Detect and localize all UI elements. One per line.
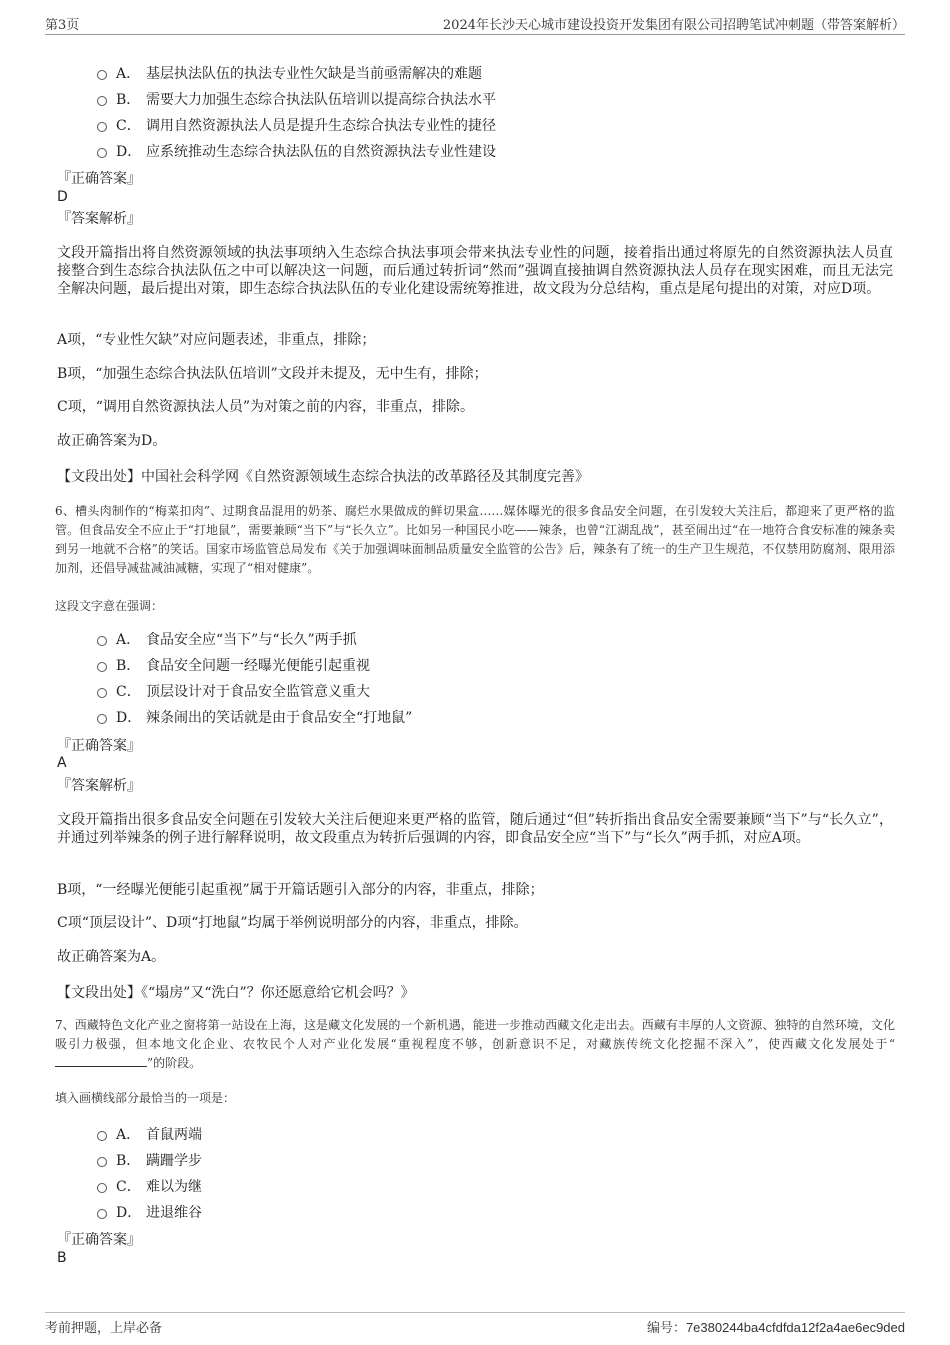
radio-icon[interactable]: [97, 96, 107, 106]
q5-answer: D: [57, 189, 68, 205]
q5-answer-label: 『正确答案』: [57, 171, 141, 187]
q5-option-c[interactable]: C． 调用自然资源执法人员是提升生态综合执法专业性的捷径: [97, 117, 496, 135]
q5-option-b[interactable]: B． 需要大力加强生态综合执法队伍培训以提高综合执法水平: [97, 91, 496, 109]
radio-icon[interactable]: [97, 1183, 107, 1193]
q7-option-d[interactable]: D． 进退维谷: [97, 1204, 202, 1222]
q5-note-a: A项，“专业性欠缺”对应问题表述，非重点，排除；: [57, 332, 376, 348]
q7-answer-label: 『正确答案』: [57, 1232, 141, 1248]
radio-icon[interactable]: [97, 148, 107, 158]
q5-note-b: B项，“加强生态综合执法队伍培训”文段并未提及，无中生有，排除；: [57, 366, 488, 382]
q6-analysis-label: 『答案解析』: [57, 778, 141, 794]
radio-icon[interactable]: [97, 662, 107, 672]
radio-icon[interactable]: [97, 636, 107, 646]
fill-in-blank: [55, 1054, 147, 1067]
q6-source: 【文段出处】《“塌房”又“洗白”？你还愿意给它机会吗？》: [57, 985, 415, 1001]
q7-option-a[interactable]: A． 首鼠两端: [97, 1126, 202, 1144]
document-code: 编号：7e380244ba4cfdfda12f2a4ae6ec9ded: [646, 1320, 905, 1336]
radio-icon[interactable]: [97, 122, 107, 132]
q5-analysis-label: 『答案解析』: [57, 211, 141, 227]
radio-icon[interactable]: [97, 1209, 107, 1219]
q6-answer: A: [57, 755, 67, 771]
page-number: 第3页: [45, 18, 80, 33]
document-title: 2024年长沙天心城市建设投资开发集团有限公司招聘笔试冲刺题（带答案解析）: [442, 18, 905, 33]
q6-conclusion: 故正确答案为A。: [57, 949, 166, 965]
q5-conclusion: 故正确答案为D。: [57, 433, 167, 449]
q5-analysis: 文段开篇指出将自然资源领域的执法事项纳入生态综合执法事项会带来执法专业性的问题，接着指出通过将原先的自然资源执法人员直接整合到生态综合执法队伍之中可以解决这一问题，而后通过转折词“然而”强调直接抽调自然资源执法人员存在现实困难，而且无法完全解决问题，最后提出对策，即生态综合执法队伍的专业化建设需统筹推进，故文段为分总结构，重点是尾句提出的对策，对应D项。: [57, 245, 893, 297]
q5-option-a[interactable]: A． 基层执法队伍的执法专业性欠缺是当前亟需解决的难题: [97, 65, 482, 83]
q6-note-b: B项，“一经曝光便能引起重视”属于开篇话题引入部分的内容，非重点，排除；: [57, 882, 544, 898]
q7-answer: B: [57, 1250, 67, 1266]
q6-question-text: 6、槽头肉制作的“梅菜扣肉”、过期食品混用的奶茶、腐烂水果做成的鲜切果盒……媒体曝光的很多食品安全问题，在引发较大关注后，都迎来了更严格的监管。但食品安全不应止于“打地鼠”，需要兼顾“当下”与“长久立”。比如另一种国民小吃——辣条，也曾“江湖乱战”，甚至闹出过“在一地符合食安标准的辣条卖到另一地就不合格”的笑话。国家市场监管总局发布《关于加强调味面制品质量安全监管的公告》后，辣条有了统一的生产卫生规范，不仅禁用防腐剂、限用添加剂，还倡导减盐减油减糖，实现了“相对健康”。: [55, 504, 895, 575]
radio-icon[interactable]: [97, 70, 107, 80]
q6-option-d[interactable]: D． 辣条闹出的笑话就是由于食品安全“打地鼠”: [97, 709, 412, 727]
q6-note-cd: C项“顶层设计”、D项“打地鼠”均属于举例说明部分的内容，非重点，排除。: [57, 915, 528, 931]
q5-option-d[interactable]: D． 应系统推动生态综合执法队伍的自然资源执法专业性建设: [97, 143, 496, 161]
q7-prompt: 填入画横线部分最恰当的一项是：: [55, 1091, 236, 1105]
q7-option-c[interactable]: C． 难以为继: [97, 1178, 202, 1196]
q6-option-a[interactable]: A． 食品安全应“当下”与“长久”两手抓: [97, 631, 357, 649]
radio-icon[interactable]: [97, 688, 107, 698]
q7-option-b[interactable]: B． 蹒跚学步: [97, 1152, 202, 1170]
q7-question-text: 7、西藏特色文化产业之窗将第一站设在上海，这是藏文化发展的一个新机遇，能进一步推动西藏文化走出去。西藏有丰厚的人文资源、独特的自然环境，文化吸引力极强，但本地文化企业、农牧民个人对产业化发展“重视程度不够，创新意识不足，对藏族传统文化挖掘不深入”，使西藏文化发展处于“”的阶段。: [55, 1018, 895, 1070]
page-header: [45, 14, 905, 35]
q6-answer-label: 『正确答案』: [57, 738, 141, 754]
q6-analysis: 文段开篇指出很多食品安全问题在引发较大关注后便迎来更严格的监管，随后通过“但”转折指出食品安全需要兼顾“当下”与“长久立”，并通过列举辣条的例子进行解释说明，故文段重点为转折后强调的内容，即食品安全应“当下”与“长久”两手抓，对应A项。: [57, 812, 893, 846]
page-footer: [45, 1312, 905, 1337]
footer-slogan: 考前押题，上岸必备: [45, 1321, 163, 1336]
radio-icon[interactable]: [97, 1131, 107, 1141]
q5-note-c: C项，“调用自然资源执法人员”为对策之前的内容，非重点，排除。: [57, 399, 475, 415]
radio-icon[interactable]: [97, 714, 107, 724]
q5-source: 【文段出处】中国社会科学网《自然资源领域生态综合执法的改革路径及其制度完善》: [57, 469, 589, 485]
q6-option-b[interactable]: B． 食品安全问题一经曝光便能引起重视: [97, 657, 370, 675]
q6-prompt: 这段文字意在强调：: [55, 599, 164, 613]
radio-icon[interactable]: [97, 1157, 107, 1167]
q6-option-c[interactable]: C． 顶层设计对于食品安全监管意义重大: [97, 683, 370, 701]
